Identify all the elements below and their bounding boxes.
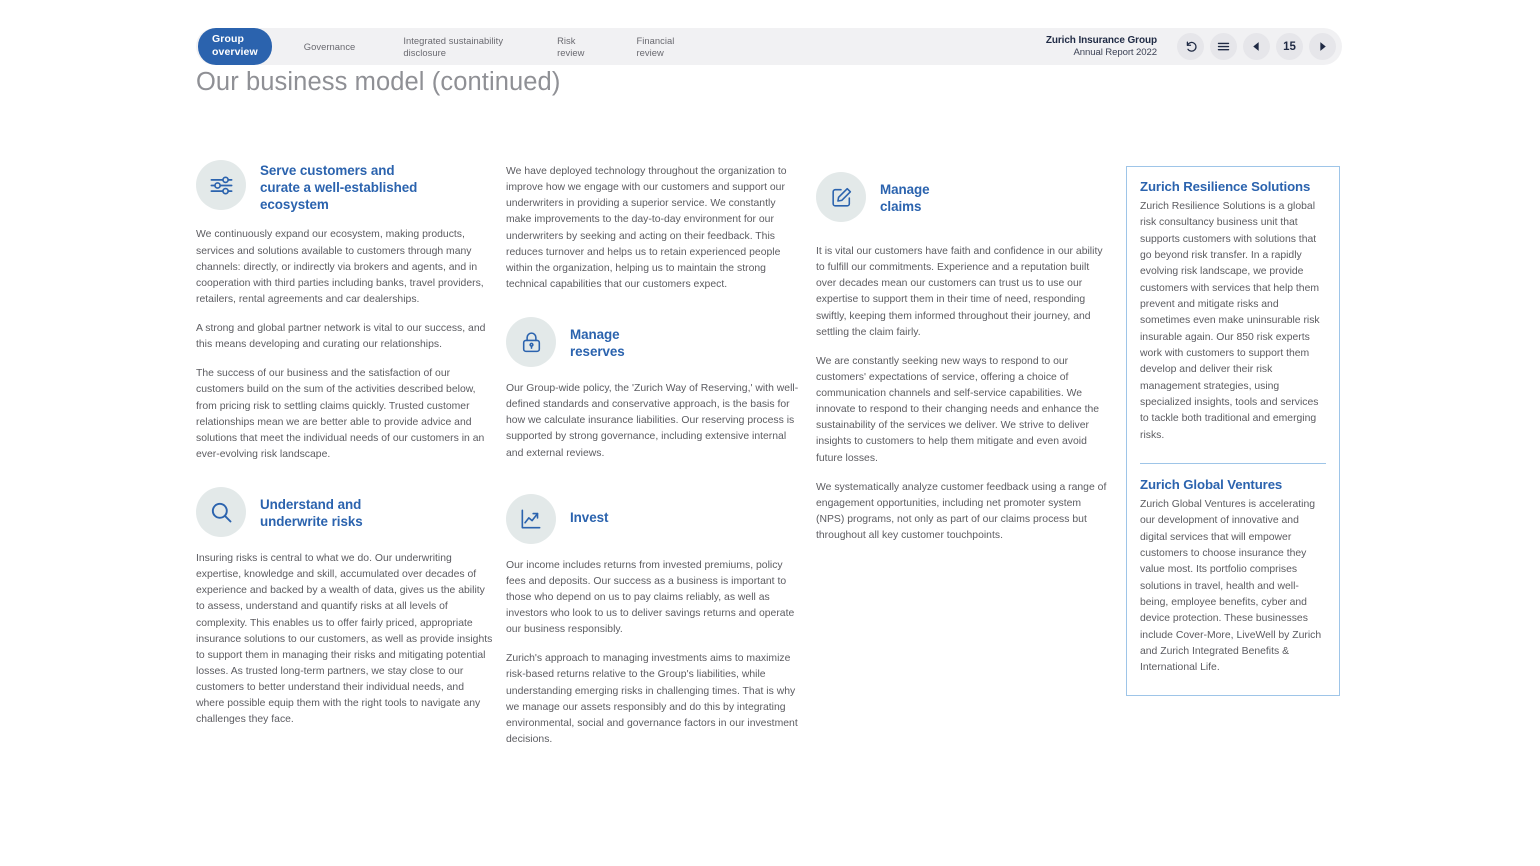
paragraph: We are constantly seeking new ways to respond to our customers' expectations of service, offering a choice of communication channels and self-service capabilities. We innovate to respond to their changing needs and enhance the sustainability of the services we deliver. We strive to deliver insights to customers to help them mitigate and even avoid future losses. (816, 355, 1100, 464)
paragraph: We systematically analyze customer feedback using a range of engagement opportunities, including net promoter system (NPS) programs, not only as part of our claims process but throughout all key customer touchpoints. (816, 481, 1107, 541)
section-invest-header (506, 494, 802, 544)
section-manage-claims-title (880, 172, 930, 215)
paragraph: We have deployed technology throughout the organization to improve how we engage with our customers and support our underwriters in providing a superior service. We constantly make improvements to the day-to-day environment for our underwriters by seeking and acting on their feedback. This reduces turnover and helps us to retain experienced people within the organization, helping us to maintain the strong technical capabilities that our customers expect. (506, 166, 787, 290)
edit-square-icon (829, 185, 854, 210)
top-navigation-bar (196, 28, 1342, 65)
section-invest-title (570, 494, 608, 526)
aside-block1-title: Zurich Resilience Solutions (1140, 179, 1311, 194)
page-title: Our business model (continued) (196, 68, 561, 96)
lock-icon (519, 330, 544, 355)
section-title-line2: curate a well-established (260, 180, 418, 196)
nav-tab-financial-line1: Financial (636, 34, 675, 46)
nav-tab-group-overview[interactable] (198, 28, 272, 65)
paragraph: Zurich's approach to managing investments aims to maximize risk-based returns relative to the Group's liabilities, while understanding emerging risks in challenging times. That is why we manage our assets responsibly and do this by integrating environmental, social and governance factors in our investment decisions. (506, 653, 798, 745)
aside-block1-body: Zurich Resilience Solutions is a global risk consultancy business unit that supports customers with solutions that go beyond risk transfer. In a rapidly evolving risk landscape, we provide customers with services that help them prevent and mitigate risks and sometimes even make uninsurable risk insurable again. Our 850 risk experts work with customers to support them develop and deliver their risk management strategies, using specialized insights, tools and services to tackle both traditional and emerging risks. (1140, 201, 1320, 441)
section-title-line1: Manage (570, 327, 620, 342)
page-number-value: 15 (1283, 40, 1296, 53)
section-title-line2: reserves (570, 344, 625, 360)
section-title-line1: Invest (570, 509, 609, 525)
nav-tab-group-overview-line1: Group (212, 33, 244, 46)
nav-tab-group-overview-line2: overview (212, 46, 258, 58)
section-understand-underwrite-title (260, 487, 363, 530)
content-column-2 (506, 160, 802, 761)
magnifier-icon-container (196, 487, 246, 537)
nav-items (196, 28, 680, 65)
undo-icon (1183, 39, 1198, 54)
next-page-button[interactable] (1309, 33, 1336, 60)
nav-tab-risk-line1: Risk (557, 34, 576, 46)
paragraph: Our income includes returns from invested premiums, policy fees and deposits. Our success as a business is important to those who depend on us to pay claims reliably, as well as investors who look to us to deliver savings returns and operate our business responsibly. (506, 559, 795, 636)
content-column-1 (196, 160, 494, 741)
section-manage-reserves-header (506, 317, 802, 367)
nav-tab-governance[interactable] (298, 41, 362, 53)
section-title-line1: Manage (880, 182, 930, 197)
hamburger-menu-icon (1216, 39, 1231, 54)
nav-tab-sustain-line2: disclosure (403, 46, 447, 58)
section-title-line1: Understand and (260, 497, 362, 513)
toolbar-right (1046, 28, 1342, 65)
section-title-line2: underwrite risks (260, 514, 363, 530)
sliders-icon-container (196, 160, 246, 210)
section-serve-customers-header (196, 160, 494, 213)
paragraph: Our Group-wide policy, the 'Zurich Way of Reserving,' with well-defined standards and conservative approach, is the basis for how we calculate insurance liabilities. Our reserving process is supported by strong governance, including extensive internal and external reviews. (506, 383, 799, 459)
chevron-right-icon (1316, 40, 1329, 53)
nav-tab-governance-label: Governance (303, 40, 356, 52)
section-title-line1: Serve customers and (260, 163, 395, 178)
aside-block2-title: Zurich Global Ventures (1140, 476, 1283, 492)
aside-block2-body: Zurich Global Ventures is accelerating our development of innovative and digital services that will empower customers to choose insurance they value most. Its portfolio comprises solutions in travel, health and well-being, employee benefits, cyber and device protection. These businesses include Cover-More, LiveWell by Zurich and Zurich Integrated Benefits & International Life. (1140, 498, 1322, 674)
paragraph: The success of our business and the satisfaction of our customers build on the sum of the activities described below, from pricing risk to settling claims quickly. Trusted customer relationships mean we are better able to provide advice and solutions that meet the individual needs of our customers in an ever-evolving risk landscape. (196, 368, 485, 460)
section-serve-customers-title (260, 160, 417, 213)
section-title-line2: claims (880, 199, 922, 215)
nav-tab-risk-line2: review (557, 46, 585, 58)
aside-divider (1140, 463, 1326, 464)
magnifier-icon (208, 499, 235, 526)
content-column-3 (816, 160, 1108, 557)
nav-tab-sustain-line1: Integrated sustainability (403, 34, 504, 46)
sidebar-highlight-box (1126, 166, 1340, 696)
lock-icon-container (506, 317, 556, 367)
chart-line-icon (518, 506, 544, 532)
paragraph: It is vital our customers have faith and confidence in our ability to fulfill our commitments. Experience and a reputation built over decades mean our customers can trust us to use our expertise to support them in their time of need, responding swiftly, keeping them informed throughout their journey, and settling the claim fairly. (816, 246, 1103, 338)
nav-tab-financial-review[interactable] (630, 35, 680, 59)
report-subtitle: Annual Report 2022 (1073, 46, 1157, 58)
paragraph: A strong and global partner network is vital to our success, and this means developing and curating our relationships. (196, 323, 486, 351)
paragraph: We continuously expand our ecosystem, making products, services and solutions available to customers through many channels: directly, or indirectly via brokers and agents, and in cooperation with third parties including banks, travel providers, retailers, rental agreements and car dealerships. (196, 229, 484, 305)
edit-square-icon-container (816, 172, 866, 222)
chevron-left-icon (1250, 40, 1263, 53)
nav-tab-financial-line2: review (636, 46, 664, 58)
undo-button[interactable] (1177, 33, 1204, 60)
chart-line-icon-container (506, 494, 556, 544)
page-number-indicator[interactable] (1276, 33, 1303, 60)
section-manage-reserves-title (570, 317, 625, 360)
report-title: Zurich Insurance Group (1045, 34, 1157, 46)
previous-page-button[interactable] (1243, 33, 1270, 60)
report-identifier (1046, 34, 1157, 59)
section-title-line3: ecosystem (260, 197, 329, 213)
menu-button[interactable] (1210, 33, 1237, 60)
nav-tab-integrated-sustainability-disclosure[interactable] (397, 35, 509, 59)
section-understand-underwrite-header (196, 487, 494, 537)
sliders-icon (208, 172, 235, 199)
section-manage-claims-header (816, 172, 1108, 222)
nav-tab-risk-review[interactable] (551, 35, 590, 59)
paragraph: Insuring risks is central to what we do. Our underwriting expertise, knowledge and skill, accumulated over decades of experience and backed by a wealth of data, gives us the ability to assess, understand and quantify risks at all levels of complexity. This enables us to offer fairly priced, appropriate insurance solutions to our customers, as well as provide insights to support them in managing their risks and mitigating potential losses. As trusted long-term partners, we stay close to our customers to better understand their individual needs, and where possible equip them with the right tools to navigate any challenges they face. (196, 553, 493, 726)
